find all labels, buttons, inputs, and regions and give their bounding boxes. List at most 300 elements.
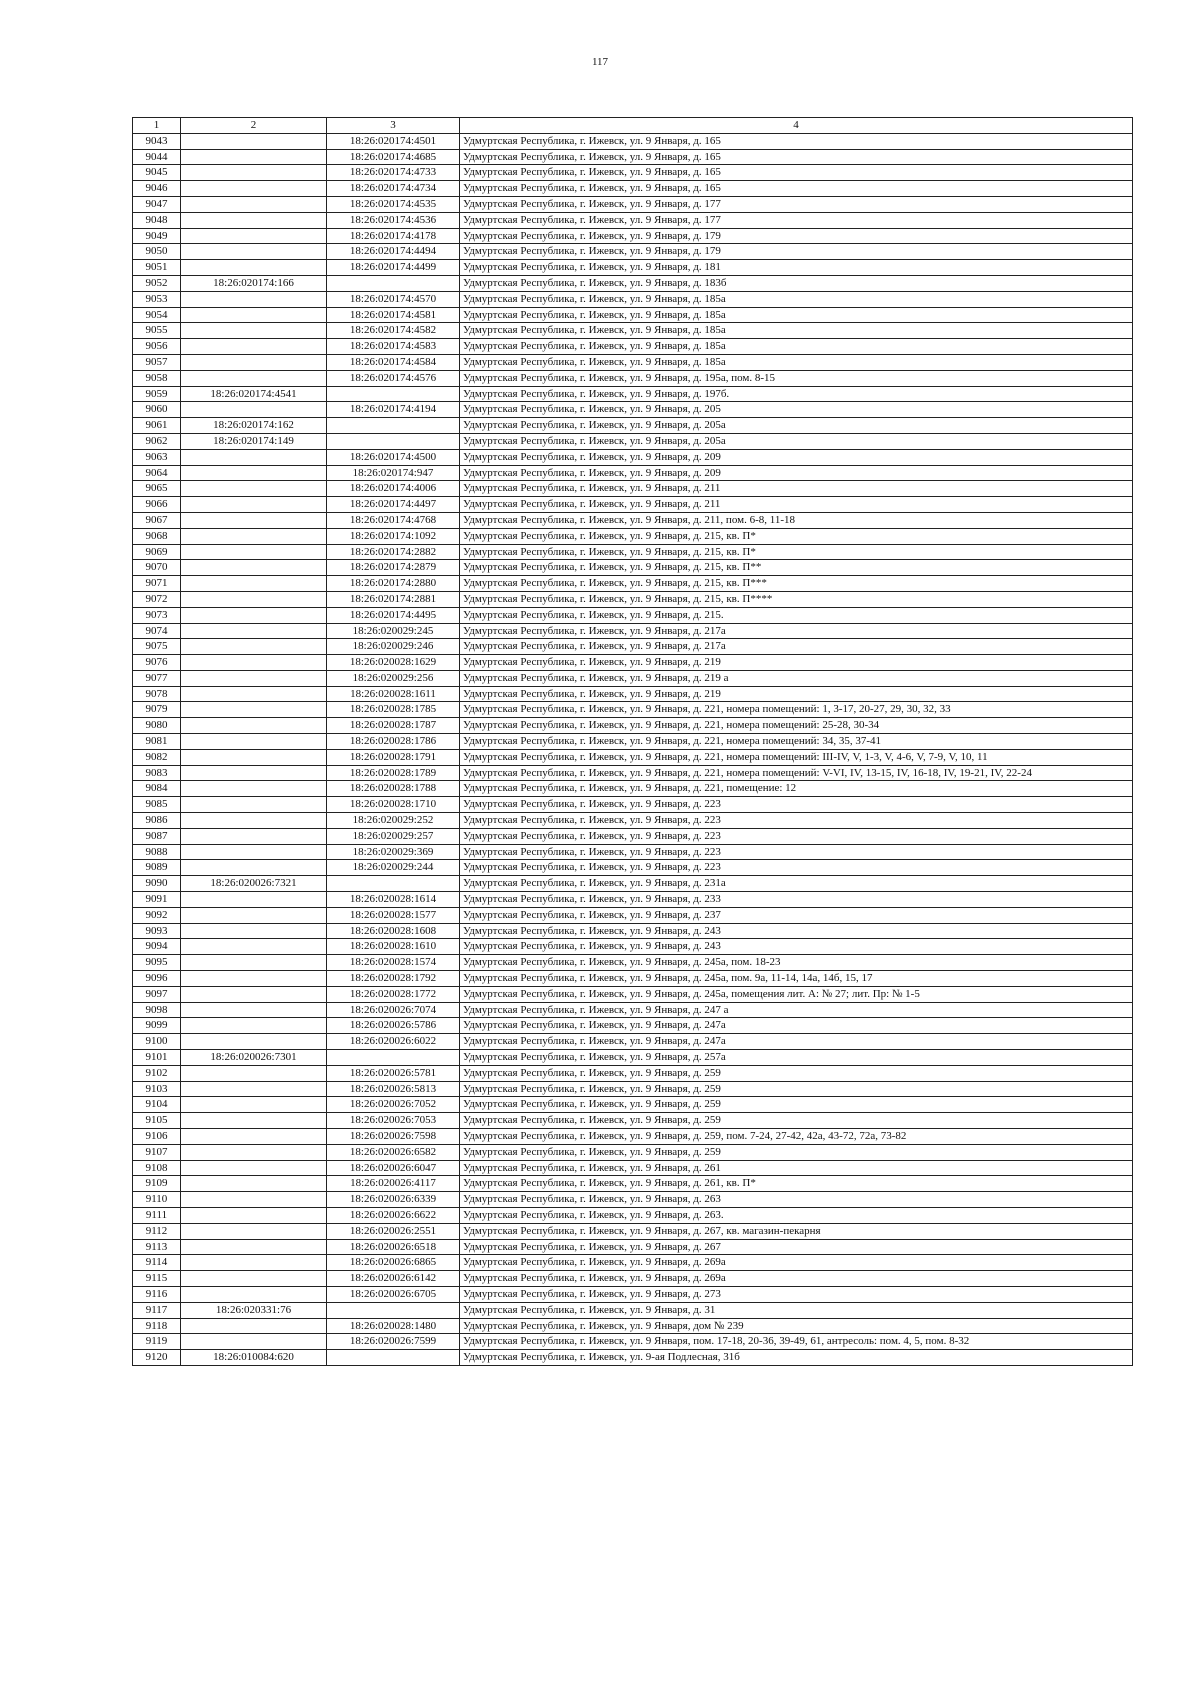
- address: Удмуртская Республика, г. Ижевск, ул. 9 Января, д. 177: [460, 212, 1133, 228]
- building-number: 18:26:020026:6582: [327, 1144, 460, 1160]
- address: Удмуртская Республика, г. Ижевск, ул. 9 Января, д. 217а: [460, 639, 1133, 655]
- row-number: 9073: [133, 607, 181, 623]
- parcel-number: [181, 354, 327, 370]
- address: Удмуртская Республика, г. Ижевск, ул. 9 Января, д. 211: [460, 497, 1133, 513]
- parcel-number: [181, 497, 327, 513]
- parcel-number: [181, 591, 327, 607]
- parcel-number: [181, 291, 327, 307]
- building-number: 18:26:020174:4576: [327, 370, 460, 386]
- parcel-number: [181, 765, 327, 781]
- row-number: 9059: [133, 386, 181, 402]
- row-number: 9057: [133, 354, 181, 370]
- table-header: [133, 118, 1133, 134]
- parcel-number: [181, 1318, 327, 1334]
- row-number: 9091: [133, 892, 181, 908]
- building-number: 18:26:020174:4499: [327, 260, 460, 276]
- address: Удмуртская Республика, г. Ижевск, ул. 9 Января, д. 211, пом. 6-8, 11-18: [460, 512, 1133, 528]
- parcel-number: [181, 1081, 327, 1097]
- table-row: [133, 1207, 1133, 1223]
- table-row: [133, 576, 1133, 592]
- address: Удмуртская Республика, г. Ижевск, ул. 9 Января, д. 233: [460, 892, 1133, 908]
- row-number: 9085: [133, 797, 181, 813]
- building-number: 18:26:020028:1772: [327, 986, 460, 1002]
- table-row: [133, 1255, 1133, 1271]
- row-number: 9106: [133, 1129, 181, 1145]
- building-number: 18:26:020174:1092: [327, 528, 460, 544]
- building-number: 18:26:020174:4583: [327, 339, 460, 355]
- row-number: 9118: [133, 1318, 181, 1334]
- building-number: 18:26:020029:256: [327, 670, 460, 686]
- row-number: 9096: [133, 971, 181, 987]
- table-row: [133, 196, 1133, 212]
- table-row: [133, 955, 1133, 971]
- parcel-number: 18:26:020026:7301: [181, 1050, 327, 1066]
- row-number: 9087: [133, 828, 181, 844]
- parcel-number: [181, 449, 327, 465]
- table-row: [133, 607, 1133, 623]
- parcel-number: [181, 465, 327, 481]
- table-row: [133, 1334, 1133, 1350]
- table-row: [133, 1002, 1133, 1018]
- address: Удмуртская Республика, г. Ижевск, ул. 9 Января, д. 221, номера помещений: III-IV, V, 1-3, V, 4-6, V, 7-9, V, 10, 11: [460, 749, 1133, 765]
- row-number: 9070: [133, 560, 181, 576]
- parcel-number: [181, 955, 327, 971]
- address: Удмуртская Республика, г. Ижевск, ул. 9 Января, д. 215, кв. П*: [460, 544, 1133, 560]
- row-number: 9120: [133, 1350, 181, 1366]
- parcel-number: [181, 1255, 327, 1271]
- row-number: 9082: [133, 749, 181, 765]
- table-row: [133, 844, 1133, 860]
- row-number: 9084: [133, 781, 181, 797]
- row-number: 9071: [133, 576, 181, 592]
- table-row: [133, 260, 1133, 276]
- building-number: 18:26:020174:2882: [327, 544, 460, 560]
- row-number: 9062: [133, 433, 181, 449]
- building-number: [327, 418, 460, 434]
- table-row: [133, 939, 1133, 955]
- row-number: 9092: [133, 907, 181, 923]
- address: Удмуртская Республика, г. Ижевск, ул. 9-ая Подлесная, 31б: [460, 1350, 1133, 1366]
- building-number: 18:26:020028:1480: [327, 1318, 460, 1334]
- row-number: 9072: [133, 591, 181, 607]
- row-number: 9086: [133, 813, 181, 829]
- table-row: [133, 433, 1133, 449]
- address: Удмуртская Республика, г. Ижевск, ул. 9 Января, д. 185а: [460, 354, 1133, 370]
- row-number: 9078: [133, 686, 181, 702]
- row-number: 9068: [133, 528, 181, 544]
- building-number: [327, 1050, 460, 1066]
- parcel-number: [181, 244, 327, 260]
- table-row: [133, 1144, 1133, 1160]
- building-number: [327, 275, 460, 291]
- parcel-number: [181, 623, 327, 639]
- table-row: [133, 528, 1133, 544]
- table-row: [133, 291, 1133, 307]
- parcel-number: [181, 1223, 327, 1239]
- table-row: [133, 1050, 1133, 1066]
- row-number: 9048: [133, 212, 181, 228]
- address: Удмуртская Республика, г. Ижевск, ул. 9 Января, д. 31: [460, 1302, 1133, 1318]
- building-number: 18:26:020026:5781: [327, 1065, 460, 1081]
- table-row: [133, 465, 1133, 481]
- parcel-number: [181, 1034, 327, 1050]
- parcel-number: [181, 133, 327, 149]
- row-number: 9100: [133, 1034, 181, 1050]
- row-number: 9046: [133, 181, 181, 197]
- table-row: [133, 512, 1133, 528]
- building-number: 18:26:020026:7053: [327, 1113, 460, 1129]
- row-number: 9093: [133, 923, 181, 939]
- parcel-number: [181, 576, 327, 592]
- row-number: 9105: [133, 1113, 181, 1129]
- row-number: 9119: [133, 1334, 181, 1350]
- row-number: 9090: [133, 876, 181, 892]
- building-number: 18:26:020174:4581: [327, 307, 460, 323]
- building-number: 18:26:020026:5813: [327, 1081, 460, 1097]
- parcel-number: [181, 560, 327, 576]
- parcel-number: [181, 971, 327, 987]
- table-row: [133, 1318, 1133, 1334]
- table-row: [133, 670, 1133, 686]
- row-number: 9056: [133, 339, 181, 355]
- row-number: 9099: [133, 1018, 181, 1034]
- table-row: [133, 923, 1133, 939]
- address: Удмуртская Республика, г. Ижевск, ул. 9 Января, д. 223: [460, 813, 1133, 829]
- address: Удмуртская Республика, г. Ижевск, ул. 9 Января, д. 165: [460, 149, 1133, 165]
- building-number: 18:26:020174:4685: [327, 149, 460, 165]
- parcel-number: [181, 813, 327, 829]
- row-number: 9076: [133, 655, 181, 671]
- row-number: 9109: [133, 1176, 181, 1192]
- address: Удмуртская Республика, г. Ижевск, ул. 9 Января, д. 205: [460, 402, 1133, 418]
- address: Удмуртская Республика, г. Ижевск, ул. 9 Января, д. 245а, пом. 9а, 11-14, 14а, 14б, 15, 17: [460, 971, 1133, 987]
- parcel-number: [181, 828, 327, 844]
- row-number: 9050: [133, 244, 181, 260]
- row-number: 9113: [133, 1239, 181, 1255]
- address: Удмуртская Республика, г. Ижевск, ул. 9 Января, д. 243: [460, 939, 1133, 955]
- building-number: 18:26:020026:7074: [327, 1002, 460, 1018]
- address: Удмуртская Республика, г. Ижевск, ул. 9 Января, д. 185а: [460, 339, 1133, 355]
- building-number: 18:26:020174:4768: [327, 512, 460, 528]
- parcel-number: [181, 181, 327, 197]
- building-number: 18:26:020029:252: [327, 813, 460, 829]
- building-number: 18:26:020174:4584: [327, 354, 460, 370]
- parcel-number: [181, 228, 327, 244]
- parcel-number: [181, 212, 327, 228]
- address: Удмуртская Республика, г. Ижевск, ул. 9 Января, д. 247а: [460, 1018, 1133, 1034]
- table-row: [133, 307, 1133, 323]
- building-number: 18:26:020026:6622: [327, 1207, 460, 1223]
- registry-table: [132, 117, 1133, 1366]
- building-number: 18:26:020174:4006: [327, 481, 460, 497]
- row-number: 9102: [133, 1065, 181, 1081]
- table-row: [133, 1160, 1133, 1176]
- parcel-number: [181, 1113, 327, 1129]
- address: Удмуртская Республика, г. Ижевск, ул. 9 Января, д. 205а: [460, 418, 1133, 434]
- row-number: 9108: [133, 1160, 181, 1176]
- row-number: 9116: [133, 1286, 181, 1302]
- address: Удмуртская Республика, г. Ижевск, ул. 9 Января, д. 267, кв. магазин-пекарня: [460, 1223, 1133, 1239]
- parcel-number: 18:26:020174:166: [181, 275, 327, 291]
- row-number: 9089: [133, 860, 181, 876]
- table-row: [133, 1223, 1133, 1239]
- table-row: [133, 544, 1133, 560]
- table-row: [133, 1350, 1133, 1366]
- table-row: [133, 1302, 1133, 1318]
- parcel-number: [181, 528, 327, 544]
- building-number: [327, 876, 460, 892]
- building-number: 18:26:020026:6022: [327, 1034, 460, 1050]
- building-number: [327, 1302, 460, 1318]
- parcel-number: [181, 260, 327, 276]
- table-row: [133, 354, 1133, 370]
- table-row: [133, 1097, 1133, 1113]
- parcel-number: [181, 165, 327, 181]
- table-row: [133, 497, 1133, 513]
- address: Удмуртская Республика, г. Ижевск, ул. 9 Января, д. 179: [460, 244, 1133, 260]
- table-row: [133, 1271, 1133, 1287]
- parcel-number: [181, 512, 327, 528]
- parcel-number: [181, 1192, 327, 1208]
- table-row: [133, 165, 1133, 181]
- parcel-number: 18:26:010084:620: [181, 1350, 327, 1366]
- row-number: 9066: [133, 497, 181, 513]
- parcel-number: [181, 1160, 327, 1176]
- address: Удмуртская Республика, г. Ижевск, ул. 9 Января, д. 247а: [460, 1034, 1133, 1050]
- building-number: 18:26:020026:7052: [327, 1097, 460, 1113]
- row-number: 9107: [133, 1144, 181, 1160]
- row-number: 9077: [133, 670, 181, 686]
- row-number: 9053: [133, 291, 181, 307]
- column-header-1: 1: [133, 118, 181, 134]
- building-number: 18:26:020028:1785: [327, 702, 460, 718]
- table-row: [133, 1065, 1133, 1081]
- parcel-number: [181, 1018, 327, 1034]
- building-number: 18:26:020026:7599: [327, 1334, 460, 1350]
- building-number: [327, 1350, 460, 1366]
- address: Удмуртская Республика, г. Ижевск, ул. 9 Января, д. 273: [460, 1286, 1133, 1302]
- row-number: 9044: [133, 149, 181, 165]
- address: Удмуртская Республика, г. Ижевск, ул. 9 Января, д. 259: [460, 1081, 1133, 1097]
- building-number: 18:26:020174:2881: [327, 591, 460, 607]
- address: Удмуртская Республика, г. Ижевск, ул. 9 Января, д. 181: [460, 260, 1133, 276]
- parcel-number: [181, 892, 327, 908]
- building-number: 18:26:020026:2551: [327, 1223, 460, 1239]
- parcel-number: [181, 639, 327, 655]
- table-body: [133, 133, 1133, 1365]
- table-row: [133, 876, 1133, 892]
- parcel-number: [181, 1065, 327, 1081]
- building-number: 18:26:020026:6142: [327, 1271, 460, 1287]
- table-row: [133, 907, 1133, 923]
- address: Удмуртская Республика, г. Ижевск, ул. 9 Января, д. 221, номера помещений: 1, 3-17, 20-27, 29, 30, 32, 33: [460, 702, 1133, 718]
- building-number: [327, 433, 460, 449]
- table-row: [133, 244, 1133, 260]
- building-number: 18:26:020174:4178: [327, 228, 460, 244]
- building-number: 18:26:020174:2879: [327, 560, 460, 576]
- row-number: 9075: [133, 639, 181, 655]
- row-number: 9088: [133, 844, 181, 860]
- address: Удмуртская Республика, г. Ижевск, ул. 9 Января, д. 195а, пом. 8-15: [460, 370, 1133, 386]
- building-number: 18:26:020026:6705: [327, 1286, 460, 1302]
- row-number: 9079: [133, 702, 181, 718]
- address: Удмуртская Республика, г. Ижевск, ул. 9 Января, д. 243: [460, 923, 1133, 939]
- row-number: 9101: [133, 1050, 181, 1066]
- building-number: 18:26:020174:4500: [327, 449, 460, 465]
- address: Удмуртская Республика, г. Ижевск, ул. 9 Января, д. 183б: [460, 275, 1133, 291]
- parcel-number: [181, 655, 327, 671]
- row-number: 9060: [133, 402, 181, 418]
- header-row: [133, 118, 1133, 134]
- row-number: 9047: [133, 196, 181, 212]
- table-row: [133, 418, 1133, 434]
- address: Удмуртская Республика, г. Ижевск, ул. 9 Января, д. 219: [460, 655, 1133, 671]
- building-number: 18:26:020028:1789: [327, 765, 460, 781]
- parcel-number: [181, 1334, 327, 1350]
- building-number: 18:26:020174:947: [327, 465, 460, 481]
- row-number: 9064: [133, 465, 181, 481]
- building-number: 18:26:020026:6865: [327, 1255, 460, 1271]
- address: Удмуртская Республика, г. Ижевск, ул. 9 Января, д. 231а: [460, 876, 1133, 892]
- parcel-number: [181, 196, 327, 212]
- table-row: [133, 828, 1133, 844]
- table-row: [133, 623, 1133, 639]
- table-row: [133, 1192, 1133, 1208]
- table-row: [133, 1129, 1133, 1145]
- row-number: 9117: [133, 1302, 181, 1318]
- building-number: 18:26:020029:257: [327, 828, 460, 844]
- parcel-number: [181, 481, 327, 497]
- building-number: 18:26:020029:246: [327, 639, 460, 655]
- row-number: 9069: [133, 544, 181, 560]
- row-number: 9114: [133, 1255, 181, 1271]
- address: Удмуртская Республика, г. Ижевск, ул. 9 Января, д. 177: [460, 196, 1133, 212]
- parcel-number: [181, 323, 327, 339]
- table-row: [133, 639, 1133, 655]
- building-number: 18:26:020174:4535: [327, 196, 460, 212]
- table-row: [133, 402, 1133, 418]
- table-row: [133, 734, 1133, 750]
- address: Удмуртская Республика, г. Ижевск, ул. 9 Января, д. 165: [460, 181, 1133, 197]
- address: Удмуртская Республика, г. Ижевск, ул. 9 Января, д. 263.: [460, 1207, 1133, 1223]
- table-row: [133, 1286, 1133, 1302]
- parcel-number: 18:26:020174:162: [181, 418, 327, 434]
- building-number: 18:26:020028:1610: [327, 939, 460, 955]
- parcel-number: [181, 1097, 327, 1113]
- parcel-number: [181, 149, 327, 165]
- building-number: 18:26:020028:1787: [327, 718, 460, 734]
- table-row: [133, 765, 1133, 781]
- address: Удмуртская Республика, г. Ижевск, ул. 9 Января, д. 237: [460, 907, 1133, 923]
- table-row: [133, 275, 1133, 291]
- building-number: 18:26:020174:4497: [327, 497, 460, 513]
- table-row: [133, 591, 1133, 607]
- row-number: 9104: [133, 1097, 181, 1113]
- building-number: 18:26:020174:4733: [327, 165, 460, 181]
- row-number: 9111: [133, 1207, 181, 1223]
- parcel-number: [181, 670, 327, 686]
- row-number: 9045: [133, 165, 181, 181]
- building-number: 18:26:020028:1629: [327, 655, 460, 671]
- building-number: 18:26:020026:4117: [327, 1176, 460, 1192]
- address: Удмуртская Республика, г. Ижевск, ул. 9 Января, д. 267: [460, 1239, 1133, 1255]
- building-number: 18:26:020029:369: [327, 844, 460, 860]
- parcel-number: [181, 402, 327, 418]
- column-header-2: 2: [181, 118, 327, 134]
- parcel-number: 18:26:020026:7321: [181, 876, 327, 892]
- row-number: 9110: [133, 1192, 181, 1208]
- row-number: 9081: [133, 734, 181, 750]
- parcel-number: [181, 607, 327, 623]
- parcel-number: [181, 686, 327, 702]
- building-number: 18:26:020174:4194: [327, 402, 460, 418]
- table-row: [133, 149, 1133, 165]
- address: Удмуртская Республика, г. Ижевск, ул. 9 Января, д. 217а: [460, 623, 1133, 639]
- parcel-number: [181, 986, 327, 1002]
- table-row: [133, 971, 1133, 987]
- table-row: [133, 781, 1133, 797]
- parcel-number: [181, 1271, 327, 1287]
- table-row: [133, 370, 1133, 386]
- parcel-number: [181, 797, 327, 813]
- address: Удмуртская Республика, г. Ижевск, ул. 9 Января, д. 165: [460, 165, 1133, 181]
- building-number: 18:26:020028:1611: [327, 686, 460, 702]
- address: Удмуртская Республика, г. Ижевск, ул. 9 Января, д. 221, помещение: 12: [460, 781, 1133, 797]
- address: Удмуртская Республика, г. Ижевск, ул. 9 Января, д. 185а: [460, 323, 1133, 339]
- parcel-number: [181, 939, 327, 955]
- table-row: [133, 1113, 1133, 1129]
- row-number: 9095: [133, 955, 181, 971]
- row-number: 9115: [133, 1271, 181, 1287]
- parcel-number: [181, 781, 327, 797]
- table-row: [133, 560, 1133, 576]
- table-row: [133, 986, 1133, 1002]
- row-number: 9083: [133, 765, 181, 781]
- column-header-3: 3: [327, 118, 460, 134]
- address: Удмуртская Республика, г. Ижевск, ул. 9 Января, д. 259, пом. 7-24, 27-42, 42а, 43-72, 72а, 73-82: [460, 1129, 1133, 1145]
- parcel-number: [181, 749, 327, 765]
- table-row: [133, 860, 1133, 876]
- building-number: 18:26:020028:1788: [327, 781, 460, 797]
- address: Удмуртская Республика, г. Ижевск, ул. 9 Января, д. 269а: [460, 1255, 1133, 1271]
- address: Удмуртская Республика, г. Ижевск, ул. 9 Января, д. 221, номера помещений: V-VI, IV, 13-15, IV, 16-18, IV, 19-21, IV, 22-24: [460, 765, 1133, 781]
- table-row: [133, 339, 1133, 355]
- parcel-number: [181, 734, 327, 750]
- address: Удмуртская Республика, г. Ижевск, ул. 9 Января, д. 259: [460, 1113, 1133, 1129]
- table-row: [133, 655, 1133, 671]
- parcel-number: 18:26:020174:149: [181, 433, 327, 449]
- table-row: [133, 749, 1133, 765]
- building-number: 18:26:020028:1577: [327, 907, 460, 923]
- table-row: [133, 1034, 1133, 1050]
- parcel-number: [181, 544, 327, 560]
- building-number: 18:26:020026:6518: [327, 1239, 460, 1255]
- address: Удмуртская Республика, г. Ижевск, ул. 9 Января, пом. 17-18, 20-36, 39-49, 61, антресоль: пом. 4, 5, пом. 8-32: [460, 1334, 1133, 1350]
- address: Удмуртская Республика, г. Ижевск, ул. 9 Января, д. 179: [460, 228, 1133, 244]
- parcel-number: [181, 702, 327, 718]
- column-header-4: 4: [460, 118, 1133, 134]
- address: Удмуртская Республика, г. Ижевск, ул. 9 Января, д. 185а: [460, 307, 1133, 323]
- table-row: [133, 386, 1133, 402]
- building-number: 18:26:020174:4582: [327, 323, 460, 339]
- row-number: 9098: [133, 1002, 181, 1018]
- building-number: 18:26:020026:5786: [327, 1018, 460, 1034]
- parcel-number: [181, 1239, 327, 1255]
- address: Удмуртская Республика, г. Ижевск, ул. 9 Января, д. 197б.: [460, 386, 1133, 402]
- address: Удмуртская Республика, г. Ижевск, ул. 9 Января, д. 209: [460, 465, 1133, 481]
- row-number: 9080: [133, 718, 181, 734]
- building-number: 18:26:020028:1614: [327, 892, 460, 908]
